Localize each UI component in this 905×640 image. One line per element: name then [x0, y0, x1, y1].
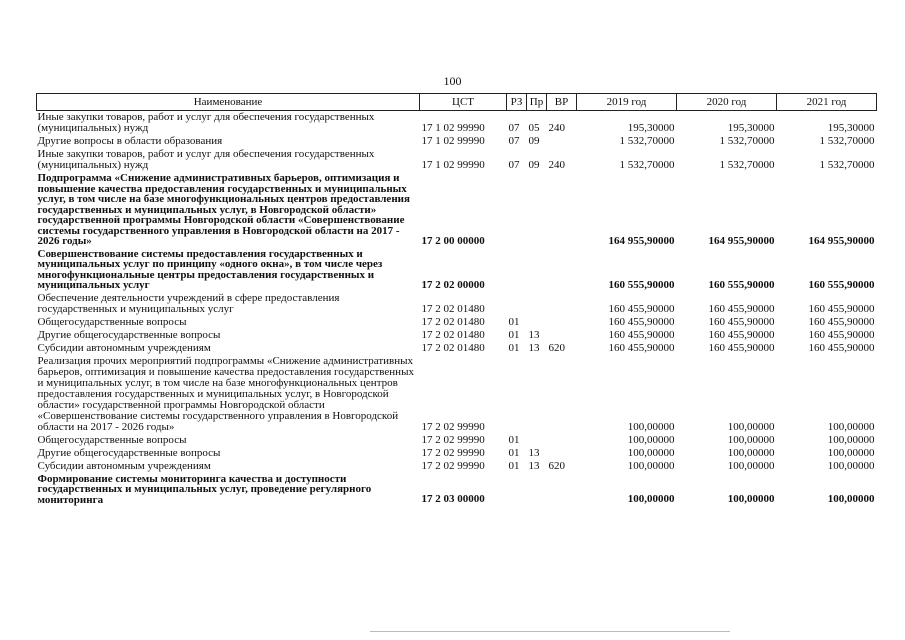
cell-rz: 01	[508, 433, 520, 446]
header-row	[37, 94, 877, 111]
cell-cst: 17 2 02 99990	[421, 446, 485, 459]
cell-name: Другие вопросы в области образования	[37, 135, 223, 147]
cell-y2020: 164 955,90000	[708, 234, 775, 247]
cell-cst: 17 1 02 99990	[421, 135, 485, 147]
cell-y2020: 1 532,70000	[719, 159, 775, 171]
cell-name: Совершенствование системы предоставления государственных и муниципальных услуг по принципу «одного окна», в том числе через многофункциональные центры предоставления государственных и муниципальных услуг	[37, 247, 383, 291]
table-row	[37, 434, 877, 447]
header-name: Наименование	[37, 94, 420, 111]
cell-vr: 620	[548, 341, 565, 354]
cell-y2019: 100,00000	[627, 493, 675, 505]
cell-vr	[547, 447, 577, 460]
header-rz: РЗ	[507, 94, 527, 111]
table-row	[37, 135, 877, 148]
cell-name: Обеспечение деятельности учреждений в сфере предоставления государственных и муниципальных услуг	[37, 291, 340, 315]
cell-y2021: 100,00000	[827, 420, 875, 433]
header-2021: 2021 год	[777, 94, 877, 111]
cell-y2021: 1 532,70000	[819, 159, 875, 171]
cell-vr	[547, 434, 577, 447]
cell-rz: 01	[508, 328, 520, 341]
cell-vr	[547, 292, 577, 316]
cell-y2020: 100,00000	[727, 433, 775, 446]
cell-y2021: 160 555,90000	[808, 278, 875, 291]
cell-y2020: 160 555,90000	[708, 278, 775, 291]
cell-y2019: 160 455,90000	[608, 341, 675, 354]
cell-rz: 01	[508, 446, 520, 459]
cell-cst: 17 2 02 01480	[421, 315, 485, 328]
cell-cst: 17 2 03 00000	[421, 493, 485, 505]
cell-name: Субсидии автономным учреждениям	[37, 341, 211, 354]
cell-name: Субсидии автономным учреждениям	[37, 459, 211, 472]
cell-pr: 09	[528, 159, 540, 171]
cell-y2021: 160 455,90000	[808, 328, 875, 341]
cell-rz: 01	[508, 341, 520, 354]
cell-y2021: 100,00000	[827, 459, 875, 472]
header-vr: ВР	[547, 94, 577, 111]
cell-y2020: 100,00000	[727, 493, 775, 505]
cell-y2020: 1 532,70000	[719, 135, 775, 147]
cell-y2021: 100,00000	[827, 446, 875, 459]
cell-y2021: 100,00000	[827, 433, 875, 446]
cell-name: Подпрограмма «Снижение административных барьеров, оптимизация и повышение качества предоставления государственных и муниципальных услуг, в том числе на базе многофункциональных центров предоставления государственных и муниципальных услуг, в Новгородской области» государственной программы Новгородской области «Совершенствование системы государственного управления в Новгородской области на 2017 - 2026 годы»	[37, 172, 410, 247]
cell-pr	[527, 473, 547, 507]
cell-pr: 13	[528, 341, 540, 354]
table-row	[37, 329, 877, 342]
cell-y2019: 100,00000	[627, 420, 675, 433]
cell-rz: 01	[508, 315, 520, 328]
table-row	[37, 355, 877, 434]
cell-vr: 620	[548, 459, 565, 472]
cell-y2019: 195,30000	[627, 122, 675, 134]
cell-name: Общегосударственные вопросы	[37, 433, 187, 446]
table-row	[37, 111, 877, 136]
cell-pr	[527, 355, 547, 434]
cell-y2021: 160 455,90000	[808, 302, 875, 315]
header-2020: 2020 год	[677, 94, 777, 111]
cell-cst: 17 2 02 00000	[421, 278, 485, 291]
cell-name: Другие общегосударственные вопросы	[37, 446, 221, 459]
cell-cst: 17 2 02 01480	[421, 302, 485, 315]
table-row	[37, 172, 877, 248]
budget-table	[36, 93, 877, 506]
cell-cst: 17 2 02 99990	[421, 459, 485, 472]
cell-name: Другие общегосударственные вопросы	[37, 328, 221, 341]
cell-y2020: 100,00000	[727, 446, 775, 459]
cell-cst: 17 2 00 00000	[421, 234, 485, 247]
header-pr: Пр	[527, 94, 547, 111]
cell-name: Иные закупки товаров, работ и услуг для обеспечения государственных (муниципальных) нужд	[37, 148, 375, 171]
cell-name: Формирование системы мониторинга качества и доступности государственных и муниципальных услуг, проведение регулярного мониторинга	[37, 472, 372, 506]
cell-vr: 240	[548, 159, 565, 171]
page-number: 100	[443, 74, 462, 88]
cell-y2020: 160 455,90000	[708, 302, 775, 315]
cell-pr	[527, 248, 547, 292]
cell-y2021: 164 955,90000	[808, 234, 875, 247]
table-row	[37, 248, 877, 292]
cell-cst: 17 2 02 01480	[421, 328, 485, 341]
cell-y2019: 160 455,90000	[608, 302, 675, 315]
cell-vr	[547, 355, 577, 434]
cell-vr	[547, 473, 577, 507]
cell-name: Реализация прочих мероприятий подпрограммы «Снижение административных барьеров, оптимизация и повышение качества предоставления государственных и муниципальных услуг, в том числе на базе многофункциональных центров предоставления государственных и муниципальных услуг, в Новгородской области» государственной программы Новгородской области «Совершенствование системы государственного управления в Новгородской области на 2017 - 2026 годы»	[37, 354, 414, 433]
cell-y2020: 160 455,90000	[708, 315, 775, 328]
cell-vr	[547, 172, 577, 248]
cell-name: Общегосударственные вопросы	[37, 315, 187, 328]
cell-pr	[527, 316, 547, 329]
cell-y2019: 1 532,70000	[619, 135, 675, 147]
cell-y2019: 100,00000	[627, 459, 675, 472]
cell-y2020: 100,00000	[727, 420, 775, 433]
cell-rz	[507, 355, 527, 434]
cell-cst: 17 2 02 01480	[421, 341, 485, 354]
cell-y2021: 160 455,90000	[808, 341, 875, 354]
table-row	[37, 148, 877, 172]
cell-pr: 13	[528, 328, 540, 341]
cell-rz: 07	[508, 159, 520, 171]
cell-pr	[527, 434, 547, 447]
cell-rz	[507, 172, 527, 248]
cell-rz: 07	[508, 135, 520, 147]
cell-y2021: 1 532,70000	[819, 135, 875, 147]
cell-y2019: 164 955,90000	[608, 234, 675, 247]
cell-y2019: 100,00000	[627, 433, 675, 446]
cell-rz: 01	[508, 459, 520, 472]
cell-pr: 09	[528, 135, 540, 147]
header-cst: ЦСТ	[420, 94, 507, 111]
cell-rz	[507, 248, 527, 292]
cell-y2021: 195,30000	[827, 122, 875, 134]
table-row	[37, 460, 877, 473]
cell-rz	[507, 473, 527, 507]
cell-y2019: 160 455,90000	[608, 315, 675, 328]
cell-y2019: 100,00000	[627, 446, 675, 459]
cell-y2020: 100,00000	[727, 459, 775, 472]
table-row	[37, 473, 877, 507]
cell-cst: 17 1 02 99990	[421, 122, 485, 134]
cell-y2020: 160 455,90000	[708, 341, 775, 354]
cell-y2021: 100,00000	[827, 493, 875, 505]
cell-pr	[527, 292, 547, 316]
cell-y2021: 160 455,90000	[808, 315, 875, 328]
cell-y2020: 195,30000	[727, 122, 775, 134]
table-row	[37, 316, 877, 329]
cell-pr: 05	[528, 122, 540, 134]
cell-vr: 240	[548, 122, 565, 134]
cell-rz: 07	[508, 122, 520, 134]
cell-cst: 17 1 02 99990	[421, 159, 485, 171]
header-2019: 2019 год	[577, 94, 677, 111]
cell-rz	[507, 292, 527, 316]
cell-name: Иные закупки товаров, работ и услуг для обеспечения государственных (муниципальных) нужд	[37, 111, 375, 134]
cell-vr	[547, 329, 577, 342]
cell-cst: 17 2 02 99990	[421, 420, 485, 433]
footer-line	[370, 631, 730, 632]
cell-pr: 13	[528, 459, 540, 472]
cell-pr: 13	[528, 446, 540, 459]
cell-y2020: 160 455,90000	[708, 328, 775, 341]
cell-y2019: 160 555,90000	[608, 278, 675, 291]
cell-cst: 17 2 02 99990	[421, 433, 485, 446]
cell-pr	[527, 172, 547, 248]
table-row	[37, 292, 877, 316]
cell-y2019: 1 532,70000	[619, 159, 675, 171]
cell-y2019: 160 455,90000	[608, 328, 675, 341]
cell-vr	[547, 135, 577, 148]
table-row	[37, 342, 877, 355]
cell-vr	[547, 316, 577, 329]
cell-vr	[547, 248, 577, 292]
table-row	[37, 447, 877, 460]
